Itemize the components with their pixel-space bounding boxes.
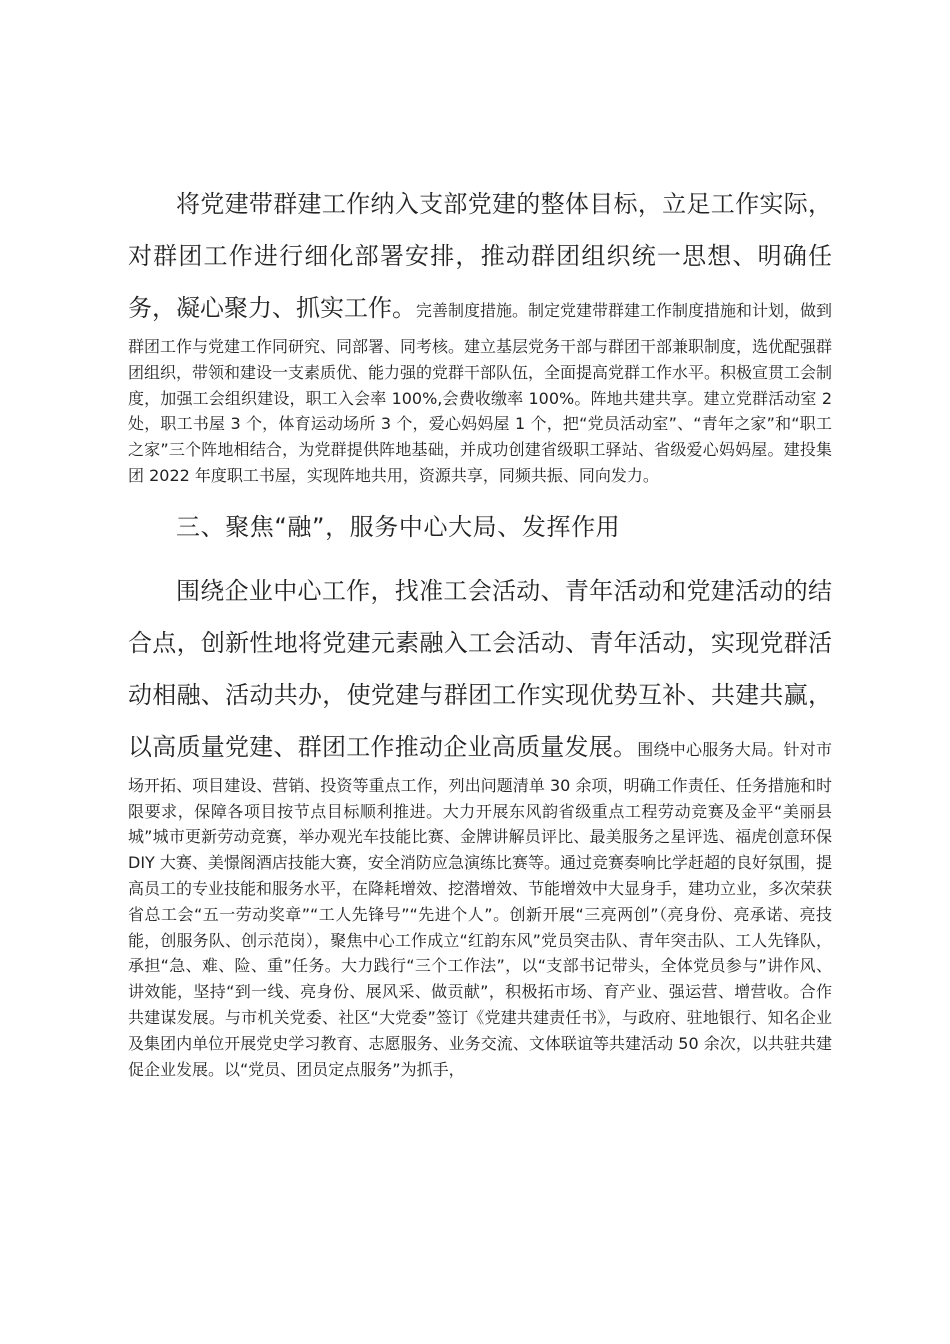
section2-body-text: 完善制度措施。制定党建带群建工作制度措施和计划，做到群团工作与党建工作同研究、同部署、同考核。建立基层党务干部与群团干部兼职制度，选优配强群团组织，带领和建设一支素质优、能力强的党群干部队伍，全面提高党群工作水平。积极宣贯工会制度，加强工会组织建设，职工入会率 100%,会费收缴率 100%。阵地共建共享。建立党群活动室 2 处，职工书屋 3 个，体育运动场所 3 个，爱心妈妈屋 1 个，把“党员活动室”、“青年之家”和“职工之家”三个阵地相结合，为党群提供阵地基础，并成功创建省级职工驿站、省级爱心妈妈屋。建投集团 2022 年度职工书屋，实现阵地共用，资源共享，同频共振、同向发力。 [128,301,833,485]
section3-body-text: 围绕中心服务大局。针对市场开拓、项目建设、营销、投资等重点工作，列出问题清单 30 余项，明确工作责任、任务措施和时限要求，保障各项目按节点目标顺利推进。大力开展东风韵省级重点工程劳动竞赛及金平“美丽县城”城市更新劳动竞赛，举办观光车技能比赛、金牌讲解员评比、最美服务之星评选、福虎创意环保 DIY 大赛、美憬阁酒店技能大赛，安全消防应急演练比赛等。通过竞赛奏响比学赶超的良好氛围，提高员工的专业技能和服务水平，在降耗增效、挖潜增效、节能增效中大显身手，建功立业，多次荣获省总工会“五一劳动奖章”“工人先锋号”“先进个人”。创新开展“三亮两创”（亮身份、亮承诺、亮技能，创服务队、创示范岗），聚焦中心工作成立“红韵东风”党员突击队、青年突击队、工人先锋队，承担“急、难、险、重”任务。大力践行“三个工作法”，以“支部书记带头，全体党员参与”讲作风、讲效能，坚持“到一线、亮身份、展风采、做贡献”，积极拓市场、育产业、强运营、增营收。合作共建谋发展。与市机关党委、社区“大党委”签订《党建共建责任书》，与政府、驻地银行、知名企业及集团内单位开展党史学习教育、志愿服务、业务交流、文体联谊等共建活动 50 余次，以共驻共建促企业发展。以“党员、团员定点服务”为抓手， [128,739,833,1079]
section3-heading: 三、聚焦“融”，服务中心大局、发挥作用 [176,512,621,541]
section3-paragraph [128,565,832,1083]
document-page [128,178,832,1082]
section2-paragraph [128,178,832,489]
section3-lead-text: 围绕企业中心工作，找准工会活动、青年活动和党建活动的结合点，创新性地将党建元素融入工会活动、青年活动，实现党群活动相融、活动共办，使党建与群团工作实现优势互补、共建共赢，以高质量党建、群团工作推动企业高质量发展。 [128,576,832,761]
section2-lead-text: 将党建带群建工作纳入支部党建的整体目标，立足工作实际，对群团工作进行细化部署安排，推动群团组织统一思想、明确任务，凝心聚力、抓实工作。 [128,190,832,322]
